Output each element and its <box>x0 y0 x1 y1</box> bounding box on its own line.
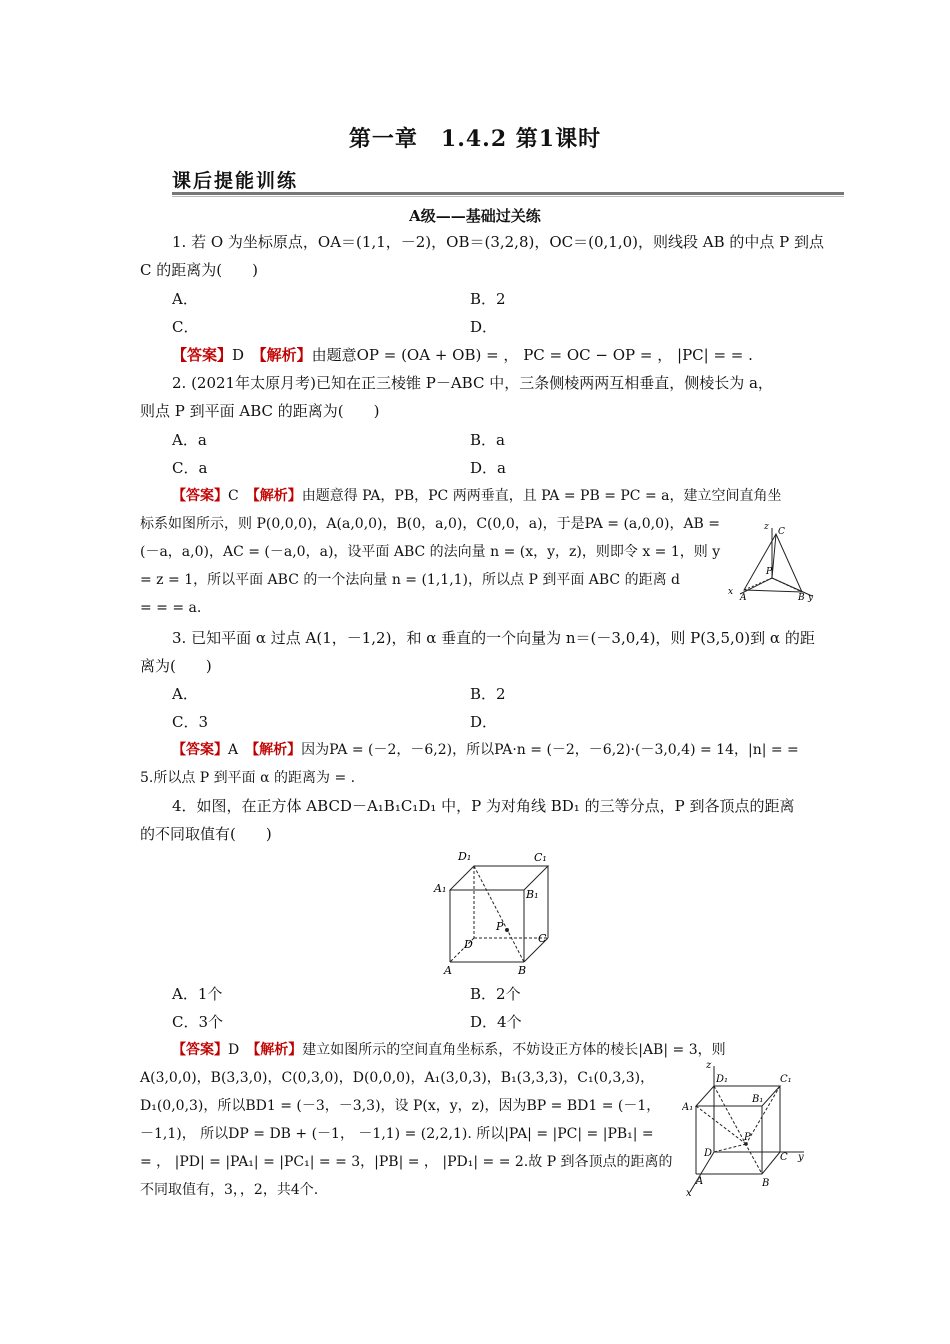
label-y: y <box>798 1152 804 1163</box>
q4-analysis-line2: A(3,0,0)，B(3,3,0)，C(0,3,0)，D(0,0,0)，A₁(3,0,3)，B₁(3,3,3)，C₁(0,3,3)， <box>140 1070 655 1086</box>
q3-option-d: D． <box>470 713 498 731</box>
segment-a1p <box>696 1106 746 1144</box>
label-x: x <box>728 587 734 597</box>
level-heading: A级——基础过关练 <box>409 207 541 225</box>
q4-analysis-line1: 建立如图所示的空间直角坐标系，不妨设正方体的棱长|AB| = 3，则 <box>302 1042 726 1058</box>
q1-analysis: 由题意OP = (OA + OB) = ， PC = OC − OP = ， |PC| = = . <box>311 346 753 364</box>
label-d1: D₁ <box>458 850 472 863</box>
q3-analysis-line2: 5.所以点 P 到平面 α 的距离为 = . <box>140 770 356 786</box>
q4-option-b: B．2个 <box>470 985 521 1003</box>
answer-tag: 【答案】 <box>172 742 228 758</box>
q4-analysis-line5: = ， |PD| = |PA₁| = |PC₁| = = 3，|PB| = ， |PD₁| = = 2.故 P 到各顶点的距离的 <box>140 1154 673 1170</box>
q4-option-c: C．3个 <box>172 1013 224 1031</box>
label-c: C <box>538 932 547 945</box>
q4-answer: D <box>228 1042 240 1058</box>
q2-stem-line2: 则点 P 到平面 ABC 的距离为( ) <box>140 402 380 420</box>
label-x: x <box>686 1188 692 1198</box>
analysis-tag: 【解析】 <box>253 1042 303 1058</box>
label-a1: A₁ <box>682 1102 694 1113</box>
answer-tag: 【答案】 <box>172 488 228 504</box>
q1-stem-line1: 1. 若 O 为坐标原点，OA＝(1,1，－2)，OB＝(3,2,8)，OC＝(0,1,0)，则线段 AB 的中点 P 到点 <box>172 233 825 251</box>
label-c: C <box>778 527 785 537</box>
edge-pb <box>772 578 802 592</box>
label-d: D <box>464 938 473 951</box>
q2-analysis-line1: 由题意得 PA，PB，PC 两两垂直，且 PA = PB = PC = a，建立空间直角坐 <box>301 488 782 504</box>
label-a: A <box>740 593 747 603</box>
label-d1: D₁ <box>716 1074 729 1085</box>
point-p <box>505 928 509 932</box>
label-p: P <box>766 567 773 577</box>
label-p: P <box>744 1132 751 1143</box>
label-b: B <box>798 593 805 603</box>
q2-answer-line <box>172 486 852 506</box>
analysis-tag: 【解析】 <box>252 742 302 758</box>
q2-option-c: C．a <box>172 459 208 477</box>
label-p: P <box>496 920 504 933</box>
label-a: A <box>696 1176 704 1187</box>
label-d: D <box>704 1148 713 1159</box>
q4-answer-line <box>172 1040 852 1060</box>
q3-option-c: C．3 <box>172 713 209 731</box>
label-a: A <box>444 964 452 977</box>
q4-stem-line2: 的不同取值有( ) <box>140 825 272 843</box>
analysis-tag: 【解析】 <box>252 488 302 504</box>
label-z: z <box>706 1060 712 1071</box>
q1-stem-line2: C 的距离为( ) <box>140 261 258 279</box>
q2-analysis-line3: (－a，a,0)，AC = (－a,0，a)，设平面 ABC 的法向量 n = (x，y，z)，则即令 x = 1，则 y <box>140 544 721 560</box>
q2-analysis-line2: 标系如图所示，则 P(0,0,0)，A(a,0,0)，B(0，a,0)，C(0,0，a)，于是PA = (a,0,0)，AB = <box>140 516 721 532</box>
q3-answer: A <box>228 742 239 758</box>
cube-axes-figure <box>682 1060 812 1198</box>
label-z: z <box>764 522 769 532</box>
q3-answer-line <box>172 740 852 760</box>
q2-stem-line1: 2. (2021年太原月考)已知在正三棱锥 P－ABC 中，三条侧棱两两互相垂直，侧棱长为 a， <box>172 374 773 392</box>
q3-stem-line1: 3. 已知平面 α 过点 A(1，－1,2)，和 α 垂直的一个向量为 n＝(－3,0,4)，则 P(3,5,0)到 α 的距 <box>172 629 815 647</box>
edge-pa <box>744 578 772 590</box>
label-c: C <box>780 1152 788 1163</box>
q1-option-c: C． <box>172 318 199 336</box>
page-title: 第一章 1.4.2 第1课时 <box>348 126 602 152</box>
q4-option-d: D．4个 <box>470 1013 522 1031</box>
cube-top-face <box>696 1086 780 1106</box>
q1-option-d: D． <box>470 318 498 336</box>
q1-option-a: A． <box>172 290 198 308</box>
q2-answer: C <box>228 488 239 504</box>
q4-stem-line1: 4．如图，在正方体 ABCD－A₁B₁C₁D₁ 中，P 为对角线 BD₁ 的三等分点，P 到各顶点的距离 <box>172 797 795 815</box>
q1-answer: D <box>232 346 245 364</box>
section-divider-thin <box>172 196 844 197</box>
label-b: B <box>518 964 527 977</box>
label-b1: B₁ <box>526 888 539 901</box>
q3-stem-line2: 离为( ) <box>140 657 212 675</box>
q3-analysis-line1: 因为PA = (－2，－6,2)，所以PA·n = (－2，－6,2)·(－3,0,4) = 14，|n| = = <box>301 742 799 758</box>
label-y: y <box>808 593 814 603</box>
edge-bc <box>762 1152 780 1174</box>
answer-tag: 【答案】 <box>172 346 233 364</box>
q2-analysis-line4: = z = 1，所以平面 ABC 的一个法向量 n = (1,1,1)，所以点 P 到平面 ABC 的距离 d <box>140 572 681 588</box>
cube-top-face <box>450 866 548 890</box>
q4-analysis-line6: 不同取值有，3，，2，共4个. <box>140 1182 319 1198</box>
q2-analysis-line5: = = = a. <box>140 600 202 616</box>
cube-figure <box>432 846 556 978</box>
q4-analysis-line3: D₁(0,0,3)，所以BD1 = (－3，－3,3)，设 P(x，y，z)，因为BP = BD1 = (－1， <box>140 1098 661 1114</box>
q3-option-a: A． <box>172 685 198 703</box>
label-b: B <box>762 1178 770 1189</box>
label-a1: A₁ <box>434 882 447 895</box>
label-c1: C₁ <box>780 1074 792 1085</box>
diagonal-bd1 <box>474 866 524 962</box>
analysis-tag: 【解析】 <box>259 346 312 364</box>
section-divider <box>172 192 844 195</box>
q2-option-d: D．a <box>470 459 506 477</box>
q4-analysis-line4: －1,1)， 所以DP = DB + (－1， －1,1) = (2,2,1). 所以|PA| = |PC| = |PB₁| = <box>140 1126 654 1142</box>
answer-tag: 【答案】 <box>172 1042 228 1058</box>
label-c1: C₁ <box>534 851 547 864</box>
segment-dp <box>714 1144 746 1152</box>
q1-option-b: B．2 <box>470 290 506 308</box>
section-heading: 课后提能训练 <box>172 170 299 192</box>
tetrahedron-figure <box>726 520 818 604</box>
label-b1: B₁ <box>752 1094 764 1105</box>
q2-option-b: B．a <box>470 431 505 449</box>
q3-option-b: B．2 <box>470 685 506 703</box>
q1-answer-line <box>172 345 852 365</box>
q4-option-a: A．1个 <box>172 985 223 1003</box>
q2-option-a: A．a <box>172 431 207 449</box>
